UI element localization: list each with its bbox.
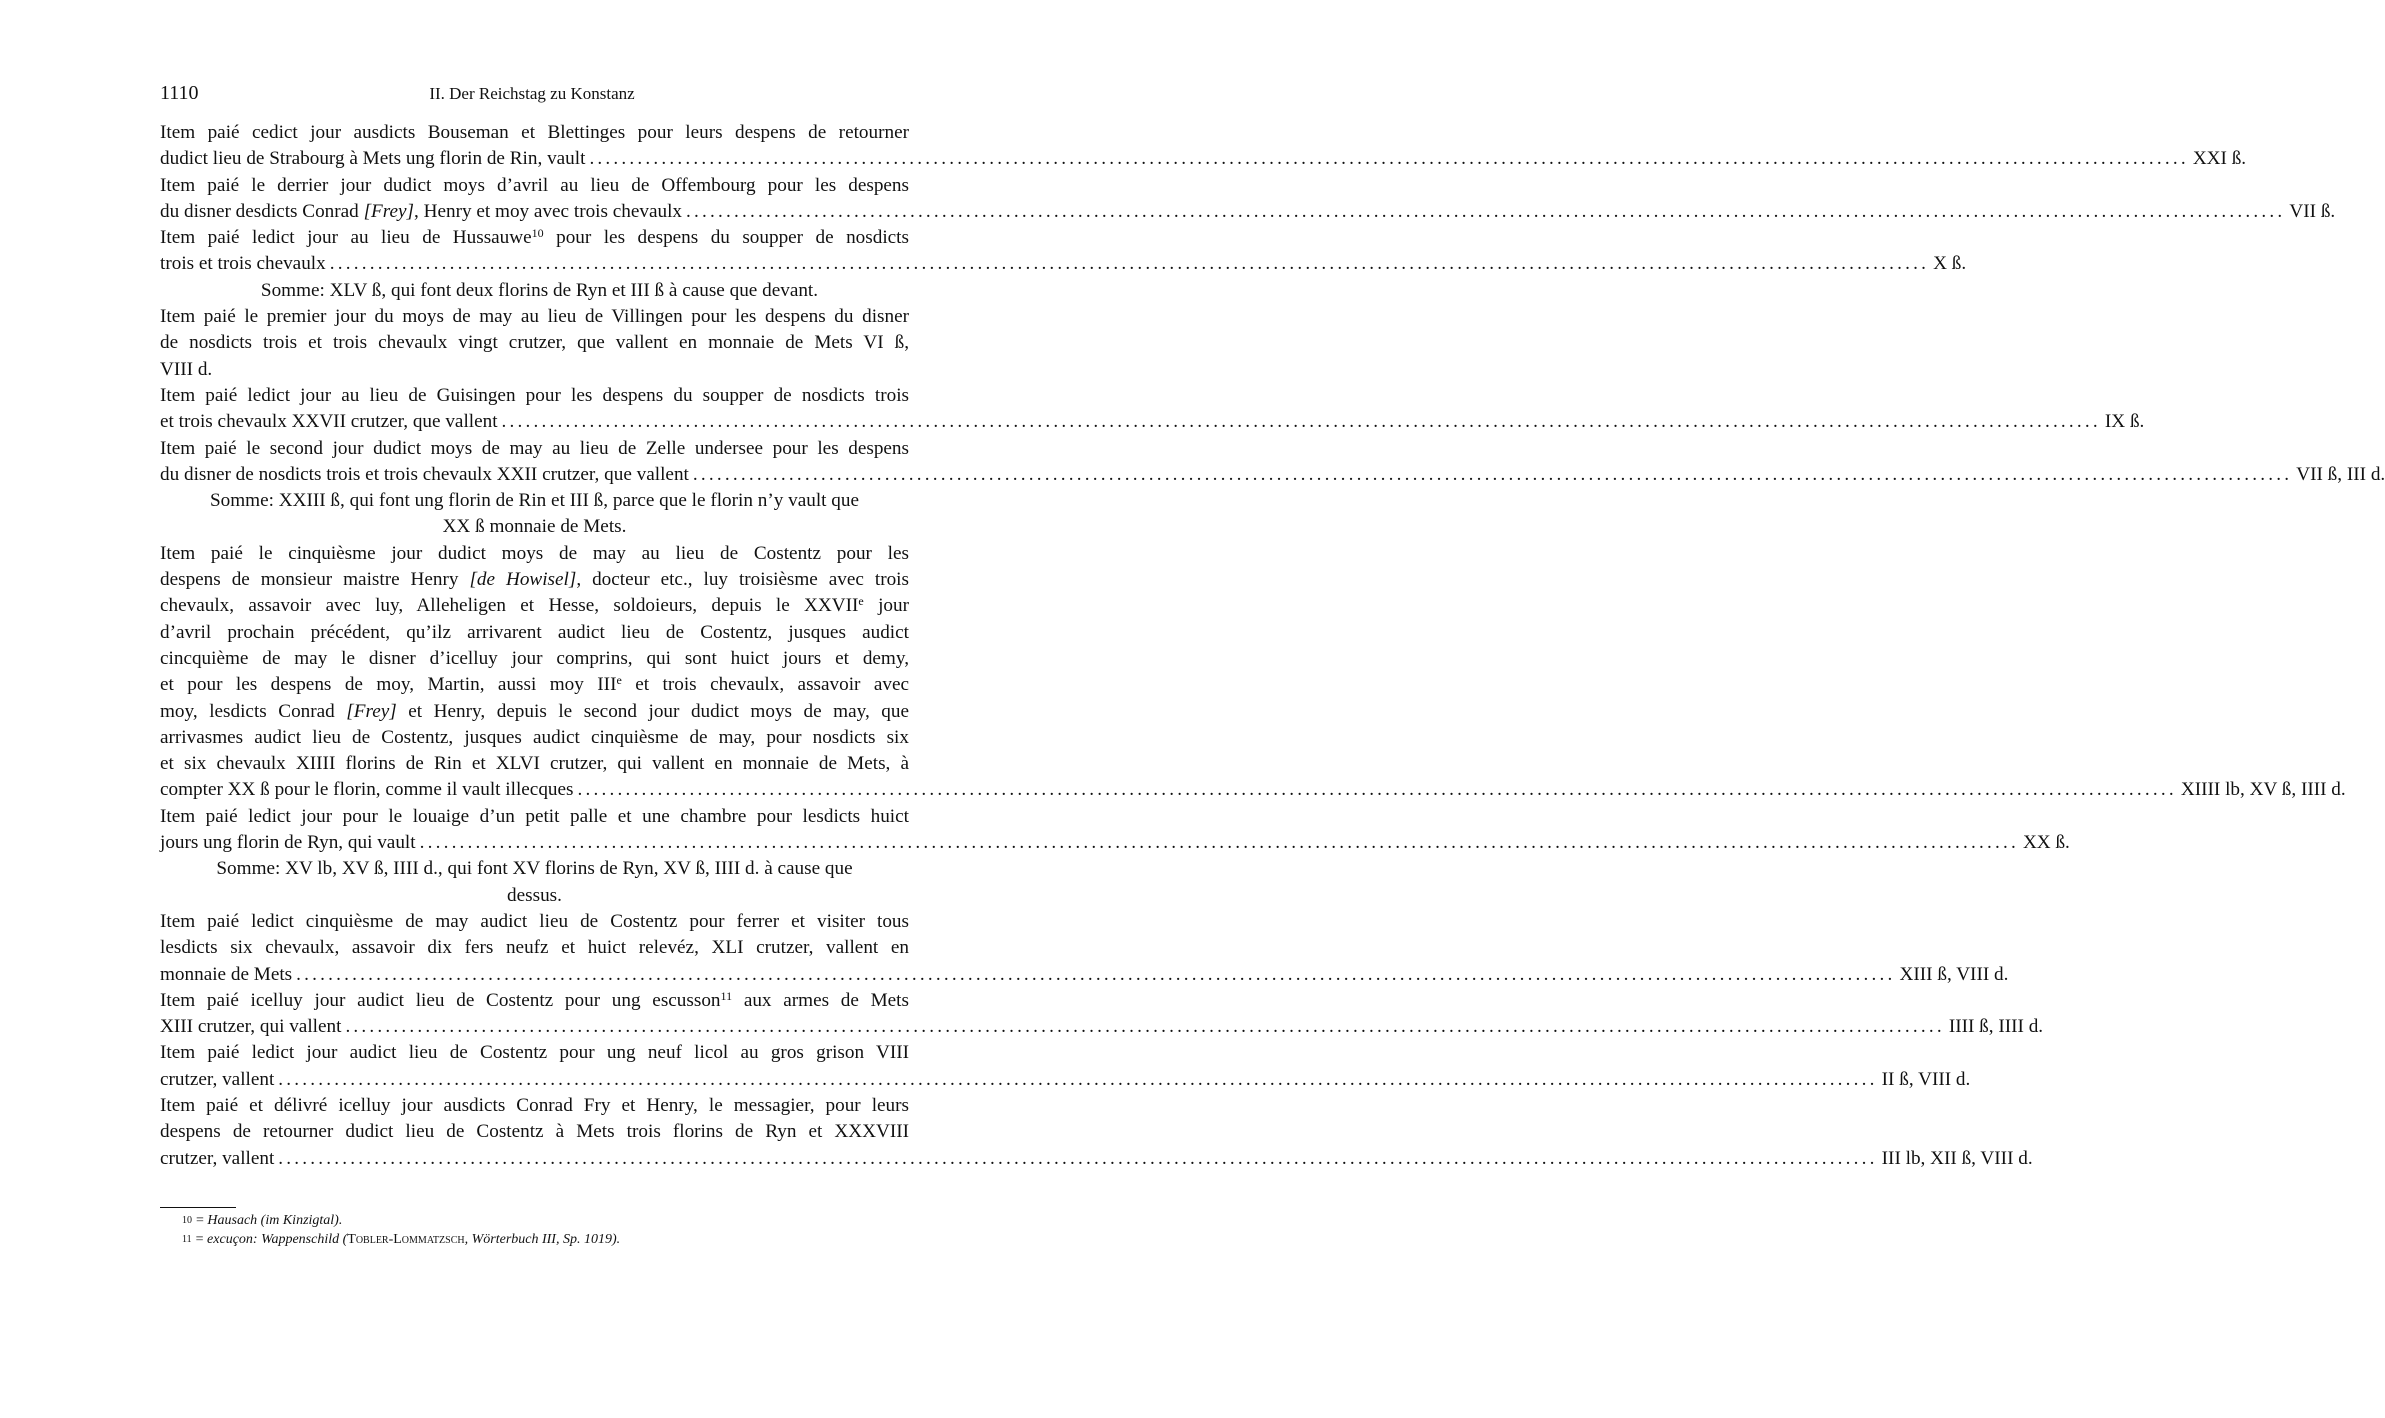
footnotes xyxy=(182,1211,620,1249)
running-title: II. Der Reichstag zu Konstanz xyxy=(429,84,635,103)
text-run: et pour les despens de moy, Martin, aussi moy III xyxy=(160,674,617,696)
text-run: pour les despens du soupper de nosdicts xyxy=(543,227,909,249)
line-text xyxy=(160,199,682,225)
text-run: arrivasmes audict lieu de Costentz, jusques audict cinquièsme de may, pour nosdicts six xyxy=(160,726,909,748)
text-line xyxy=(160,909,909,935)
text-run: Item paié le cinquièsme jour dudict moys de may au lieu de Costentz pour les xyxy=(160,542,909,564)
line-text xyxy=(160,462,689,488)
amount: II ß, VIII d. xyxy=(1881,1068,1971,1090)
text-run: et trois chevaulx, assavoir avec xyxy=(621,674,910,696)
footnote-text: = xyxy=(196,1213,208,1228)
text-line xyxy=(160,830,2070,856)
text-line xyxy=(160,357,909,383)
text-line xyxy=(160,1040,909,1066)
dot-leader: ........................................................................................................................................................................................................ xyxy=(686,200,2286,222)
body-text xyxy=(160,120,2385,1172)
text-line xyxy=(160,514,909,540)
footnote-text: Hausach (im Kinzigtal). xyxy=(207,1213,343,1228)
text-line xyxy=(160,1067,1971,1093)
italic-run: [de Howisel] xyxy=(469,569,577,591)
text-run: du disner desdicts Conrad xyxy=(160,200,364,222)
text-line xyxy=(160,462,2385,488)
amount: VII ß, III d. xyxy=(2296,463,2385,485)
text-run: compter XX ß pour le florin, comme il vault illecques xyxy=(160,779,574,801)
text-run: XX ß monnaie de Mets. xyxy=(442,516,627,538)
text-line xyxy=(160,777,2346,803)
superscript: 10 xyxy=(531,226,544,241)
text-run: crutzer, vallent xyxy=(160,1068,275,1090)
text-run: de nosdicts trois et trois chevaulx vingt crutzer, que vallent en monnaie de Mets VI ß, xyxy=(160,332,909,354)
dot-leader: ........................................................................................................................................................................................................ xyxy=(419,832,2019,854)
superscript: 11 xyxy=(720,988,733,1003)
text-line xyxy=(160,225,909,251)
dot-leader: ........................................................................................................................................................................................................ xyxy=(577,779,2177,801)
text-run: du disner de nosdicts trois et trois chevaulx XXII crutzer, que vallent xyxy=(160,463,689,485)
text-run: Item paié ledict jour au lieu de Hussauwe xyxy=(160,227,532,249)
text-run: cincquième de may le disner d’icelluy jour comprins, qui sont huict jours et demy, xyxy=(160,647,909,669)
line-text xyxy=(160,1146,274,1172)
text-run: crutzer, vallent xyxy=(160,1147,275,1169)
dot-leader: ........................................................................................................................................................................................................ xyxy=(278,1068,1878,1090)
text-line xyxy=(160,120,909,146)
text-run: XIII crutzer, qui vallent xyxy=(160,1016,342,1038)
text-run: d’avril prochain précédent, qu’ilz arrivarent audict lieu de Costentz, jusques audict xyxy=(160,621,909,643)
amount: VII ß. xyxy=(2289,200,2336,222)
dot-leader: ........................................................................................................................................................................................................ xyxy=(501,411,2101,433)
text-line xyxy=(160,935,909,961)
line-text xyxy=(160,251,326,277)
footnote-number: 10 xyxy=(182,1215,192,1226)
text-line xyxy=(160,804,909,830)
dot-leader: ........................................................................................................................................................................................................ xyxy=(345,1016,1945,1038)
text-line xyxy=(160,409,2145,435)
footnote xyxy=(182,1211,620,1230)
footnote-text: , Wörterbuch III, Sp. 1019). xyxy=(464,1232,621,1247)
text-run: Item paié ledict cinquièsme de may audict lieu de Costentz pour ferrer et visiter tous xyxy=(160,910,909,932)
text-run: et six chevaulx XIIII florins de Rin et XLVI crutzer, qui vallent en monnaie de Mets, à xyxy=(160,753,909,775)
text-run: et Henry, depuis le second jour dudict moys de may, que xyxy=(396,700,909,722)
text-run: Item paié le derrier jour dudict moys d’avril au lieu de Offembourg pour les despens xyxy=(160,174,909,196)
text-run: jours ung florin de Ryn, qui vault xyxy=(160,832,416,854)
line-text xyxy=(160,830,416,856)
line-text xyxy=(160,1014,341,1040)
text-run: dessus. xyxy=(507,884,562,906)
dot-leader: ........................................................................................................................................................................................................ xyxy=(278,1147,1878,1169)
amount: XIIII lb, XV ß, IIII d. xyxy=(2180,779,2346,801)
footnote-number: 11 xyxy=(182,1234,192,1245)
text-run: , docteur etc., luy troisièsme avec trois xyxy=(576,569,909,591)
text-run: Item paié cedict jour ausdicts Bouseman et Blettinges pour leurs despens de retourner xyxy=(160,122,909,143)
superscript: e xyxy=(616,673,622,688)
text-run: dudict lieu de Strabourg à Mets ung florin de Rin, vault xyxy=(160,148,586,170)
text-line xyxy=(160,330,909,356)
footnote xyxy=(182,1230,620,1249)
text-run: jour xyxy=(863,595,909,617)
text-run: Somme: XLV ß, qui font deux florins de Ryn et III ß à cause que devant. xyxy=(260,279,819,301)
text-run: aux armes de Mets xyxy=(732,989,909,1011)
text-run: chevaulx, assavoir avec luy, Alleheligen et Hesse, soldoieurs, depuis le XXVII xyxy=(160,595,859,617)
text-run: despens de monsieur maistre Henry xyxy=(160,569,470,591)
text-line xyxy=(160,856,909,882)
text-line xyxy=(160,593,909,619)
footnote-text: Tobler-Lommatzsch xyxy=(347,1232,465,1247)
dot-leader: ........................................................................................................................................................................................................ xyxy=(589,148,2189,170)
page-number: 1110 xyxy=(160,82,199,104)
text-run: monnaie de Mets xyxy=(160,963,293,985)
line-text xyxy=(160,409,498,435)
text-line xyxy=(160,1119,909,1145)
text-run: Item paié ledict jour au lieu de Guisingen pour les despens du soupper de nosdicts trois xyxy=(160,384,909,406)
line-text xyxy=(160,962,292,988)
footnote-rule xyxy=(160,1207,236,1208)
line-text xyxy=(160,1067,274,1093)
text-line xyxy=(160,646,909,672)
text-line xyxy=(160,699,909,725)
text-line xyxy=(160,672,909,698)
text-line xyxy=(160,620,909,646)
text-line xyxy=(160,199,2336,225)
text-run: VIII d. xyxy=(160,358,213,380)
text-line xyxy=(160,988,909,1014)
text-line xyxy=(160,1014,2044,1040)
text-line xyxy=(160,751,909,777)
text-run: Somme: XXIII ß, qui font ung florin de Rin et III ß, parce que le florin n’y vault que xyxy=(209,490,859,512)
text-run: moy, lesdicts Conrad xyxy=(160,700,347,722)
text-run: Item paié ledict jour pour le louaige d’un petit palle et une chambre pour lesdicts huict xyxy=(160,805,909,827)
text-line xyxy=(160,278,909,304)
dot-leader: ........................................................................................................................................................................................................ xyxy=(296,963,1896,985)
text-line xyxy=(160,725,909,751)
text-line xyxy=(160,567,909,593)
dot-leader: ........................................................................................................................................................................................................ xyxy=(329,253,1930,275)
text-run: Somme: XV lb, XV ß, IIII d., qui font XV florins de Ryn, XV ß, IIII d. à cause que xyxy=(216,858,853,880)
amount: X ß. xyxy=(1933,253,1967,275)
superscript: e xyxy=(858,594,864,609)
amount: III lb, XII ß, VIII d. xyxy=(1881,1147,2033,1169)
text-line xyxy=(160,146,2247,172)
text-run: , Henry et moy avec trois chevaulx xyxy=(414,200,683,222)
text-run: Item paié et délivré icelluy jour ausdicts Conrad Fry et Henry, le messagier, pour leurs xyxy=(160,1094,909,1116)
text-run: despens de retourner dudict lieu de Costentz à Mets trois florins de Ryn et XXXVIII xyxy=(160,1121,909,1143)
text-run: lesdicts six chevaulx, assavoir dix fers neufz et huict relevéz, XLI crutzer, vallent en xyxy=(160,937,909,959)
dot-leader: ........................................................................................................................................................................................................ xyxy=(692,463,2293,485)
text-line xyxy=(160,1146,2033,1172)
footnote-text: excuçon: Wappenschild ( xyxy=(207,1232,348,1247)
text-line xyxy=(160,962,2009,988)
line-text xyxy=(160,146,585,172)
amount: XXI ß. xyxy=(2192,148,2247,170)
text-run: Item paié ledict jour audict lieu de Costentz pour ung neuf licol au gros grison VIII xyxy=(160,1042,909,1064)
footnote-text: = xyxy=(195,1232,208,1247)
text-line xyxy=(160,304,909,330)
text-line xyxy=(160,173,909,199)
amount: IIII ß, IIII d. xyxy=(1948,1016,2044,1038)
amount: XIII ß, VIII d. xyxy=(1899,963,2009,985)
text-line xyxy=(160,251,1967,277)
text-run: Item paié le premier jour du moys de may au lieu de Villingen pour les despens du disner xyxy=(160,306,909,328)
amount: IX ß. xyxy=(2104,411,2145,433)
text-run: trois et trois chevaulx xyxy=(160,253,326,275)
italic-run: [Frey] xyxy=(363,200,415,222)
italic-run: [Frey] xyxy=(346,700,397,722)
text-line xyxy=(160,541,909,567)
text-line xyxy=(160,436,909,462)
text-line xyxy=(160,1093,909,1119)
text-run: Item paié le second jour dudict moys de may au lieu de Zelle undersee pour les despens xyxy=(160,437,909,459)
amount: XX ß. xyxy=(2022,832,2070,854)
text-run: Item paié icelluy jour audict lieu de Costentz pour ung escusson xyxy=(160,989,721,1011)
text-run: et trois chevaulx XXVII crutzer, que vallent xyxy=(160,411,498,433)
text-line xyxy=(160,383,909,409)
text-line xyxy=(160,488,909,514)
text-line xyxy=(160,883,909,909)
line-text xyxy=(160,777,574,803)
